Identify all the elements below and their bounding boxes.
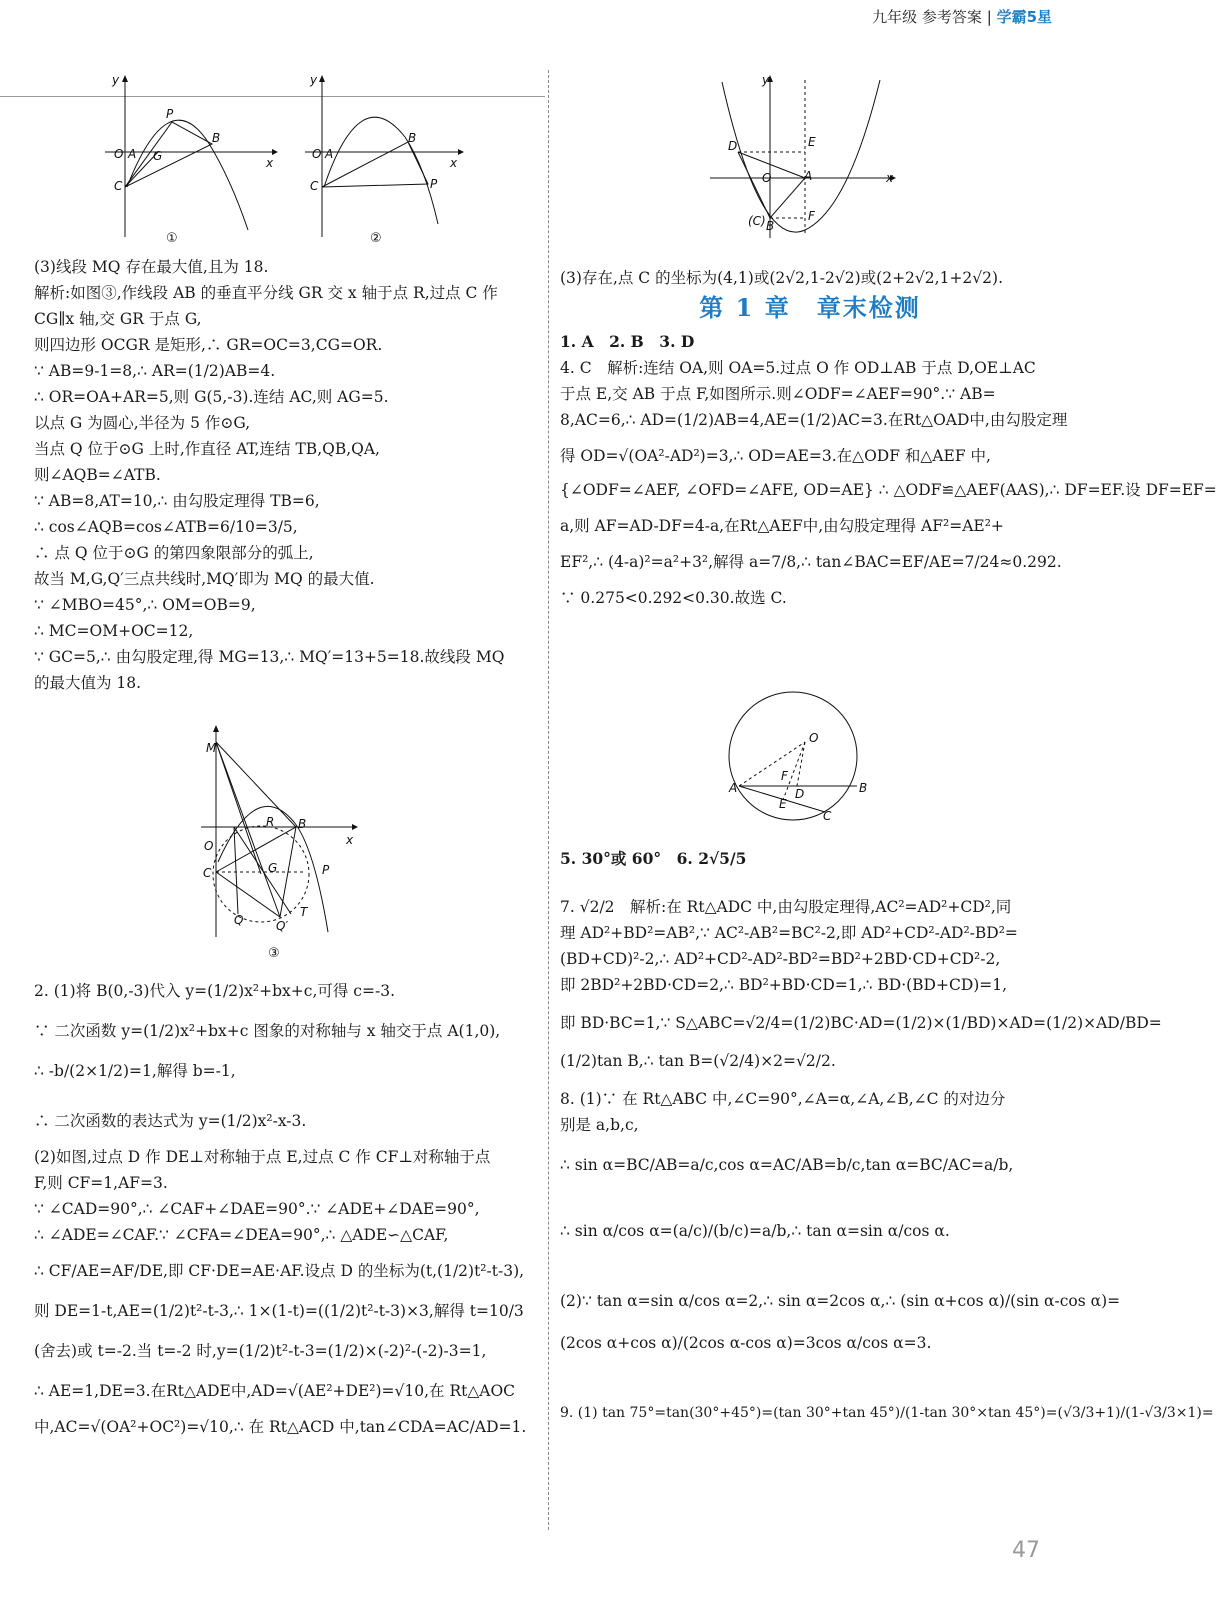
svg-text:B: B [859, 781, 868, 795]
left-line: 解析:如图③,作线段 AB 的垂直平分线 GR 交 x 轴于点 R,过点 C 作 [34, 284, 498, 302]
svg-text:B: B [408, 131, 417, 145]
right-line: ∴ sin α/cos α=(a/c)/(b/c)=a/b,∴ tan α=sin α/cos α. [560, 1222, 950, 1240]
svg-text:O: O [204, 839, 214, 853]
right-line: 1. A 2. B 3. D [560, 332, 695, 351]
left-line: ∴ MC=OM+OC=12, [34, 622, 194, 640]
svg-text:M: M [206, 741, 217, 755]
right-line: EF²,∴ (4-a)²=a²+3²,解得 a=7/8,∴ tan∠BAC=EF/AE=7/24≈0.292. [560, 553, 1062, 571]
left-column [34, 254, 539, 696]
figure-3 [196, 722, 366, 972]
figure-2 [300, 72, 470, 244]
svg-text:C: C [310, 179, 319, 193]
header-grade: 九年级 [872, 8, 918, 26]
left-line: F,则 CF=1,AF=3. [34, 1174, 168, 1192]
figure-1 [100, 72, 280, 244]
svg-text:C: C [203, 866, 212, 880]
column-divider [548, 70, 549, 1530]
svg-text:F: F [781, 769, 788, 783]
svg-text:E: E [779, 797, 787, 811]
svg-text:T: T [300, 905, 308, 919]
svg-text:D: D [728, 139, 738, 153]
left-line: ∴ -b/(2×1/2)=1,解得 b=-1, [34, 1062, 236, 1080]
svg-text:A: A [729, 781, 738, 795]
right-line: 别是 a,b,c, [560, 1116, 639, 1134]
right-line: a,则 AF=AD-DF=4-a,在Rt△AEF中,由勾股定理得 AF²=AE²+ [560, 517, 1004, 535]
left-line: ∴ cos∠AQB=cos∠ATB=6/10=3/5, [34, 518, 298, 536]
right-line: 7. √2/2 解析:在 Rt△ADC 中,由勾股定理得,AC²=AD²+CD²,同 [560, 898, 1012, 916]
left-line: ∵ AB=8,AT=10,∴ 由勾股定理得 TB=6, [34, 492, 320, 510]
page-number: 47 [1012, 1538, 1040, 1563]
svg-text:x: x [886, 171, 894, 185]
figure-3-label: ③ [268, 946, 280, 961]
left-line: 以点 G 为圆心,半径为 5 作⊙G, [34, 414, 251, 432]
right-line: 4. C 解析:连结 OA,则 OA=5.过点 O 作 OD⊥AB 于点 D,OE⊥AC [560, 359, 1036, 377]
left-line: 2. (1)将 B(0,-3)代入 y=(1/2)x²+bx+c,可得 c=-3. [34, 982, 396, 1000]
left-line: ∴ 点 Q 位于⊙G 的第四象限部分的弧上, [34, 544, 314, 562]
left-line: ∴ ∠ADE=∠CAF.∵ ∠CFA=∠DEA=90°,∴ △ADE∽△CAF, [34, 1226, 449, 1244]
svg-text:C: C [114, 179, 123, 193]
svg-text:P: P [430, 177, 438, 191]
svg-text:O: O [312, 147, 322, 161]
right-column [560, 265, 1217, 611]
svg-text:P: P [166, 107, 174, 121]
svg-text:B: B [212, 131, 221, 145]
svg-text:B: B [766, 219, 775, 233]
left-line: 的最大值为 18. [34, 674, 142, 692]
right-line: (2cos α+cos α)/(2cos α-cos α)=3cos α/cos α=3. [560, 1334, 932, 1352]
svg-text:A: A [128, 147, 137, 161]
right-line: (1/2)tan B,∴ tan B=(√2/4)×2=√2/2. [560, 1052, 836, 1070]
left-line: 则四边形 OCGR 是矩形,∴ GR=OC=3,CG=OR. [34, 336, 383, 354]
right-line: 5. 30°或 60° 6. 2√5/5 [560, 849, 747, 868]
svg-text:x: x [450, 156, 458, 170]
left-line: ∴ AE=1,DE=3.在Rt△ADE中,AD=√(AE²+DE²)=√10,在 Rt△AOC [34, 1382, 516, 1400]
figure-2-label: ② [370, 231, 382, 246]
svg-text:P: P [322, 863, 330, 877]
left-line: 则 DE=1-t,AE=(1/2)t²-t-3,∴ 1×(1-t)=((1/2)t²-t-3)×3,解得 t=10/3 [34, 1302, 524, 1320]
svg-text:y: y [112, 73, 120, 87]
svg-text:(C): (C) [748, 214, 766, 228]
left-line: ∵ 二次函数 y=(1/2)x²+bx+c 图象的对称轴与 x 轴交于点 A(1,0), [34, 1022, 501, 1040]
left-line: 则∠AQB=∠ATB. [34, 466, 161, 484]
header-brand: 学霸5星 [996, 8, 1052, 26]
svg-text:A: A [804, 169, 813, 183]
svg-text:x: x [266, 156, 274, 170]
left-line: CG∥x 轴,交 GR 于点 G, [34, 310, 202, 328]
right-column-2 [560, 846, 1214, 1426]
right-line: ∵ 0.275<0.292<0.30.故选 C. [560, 589, 787, 607]
left-line: (舍去)或 t=-2.当 t=-2 时,y=(1/2)t²-t-3=(1/2)×(-2)²-(-2)-3=1, [34, 1342, 487, 1360]
svg-text:O: O [114, 147, 124, 161]
left-line: ∴ OR=OA+AR=5,则 G(5,-3).连结 AC,则 AG=5. [34, 388, 389, 406]
right-line: 理 AD²+BD²=AB²,∵ AC²-AB²=BC²-2,即 AD²+CD²-AD²-BD²= [560, 924, 1018, 942]
svg-text:E: E [808, 135, 816, 149]
svg-text:y: y [762, 73, 770, 87]
svg-text:x: x [346, 833, 354, 847]
right-top-line: (3)存在,点 C 的坐标为(4,1)或(2√2,1-2√2)或(2+2√2,1+2√2). [560, 269, 1004, 287]
svg-text:B: B [298, 817, 307, 831]
right-line: 9. (1) tan 75°=tan(30°+45°)=(tan 30°+tan 45°)/(1-tan 30°×tan 45°)=(√3/3+1)/(1-√3/3×1)= [560, 1405, 1214, 1421]
svg-text:Q: Q [234, 913, 244, 927]
figure-1-label: ① [166, 231, 178, 246]
right-line: (2)∵ tan α=sin α/cos α=2,∴ sin α=2cos α,∴ (sin α+cos α)/(sin α-cos α)= [560, 1292, 1121, 1310]
svg-text:C: C [823, 809, 832, 823]
left-line: ∵ ∠MBO=45°,∴ OM=OB=9, [34, 596, 256, 614]
svg-text:G: G [153, 149, 163, 163]
right-line: 即 BD·BC=1,∵ S△ABC=√2/4=(1/2)BC·AD=(1/2)×(1/BD)×AD=(1/2)×AD/BD= [560, 1014, 1162, 1032]
left-line: (3)线段 MQ 存在最大值,且为 18. [34, 258, 269, 276]
right-line: 8,AC=6,∴ AD=(1/2)AB=4,AE=(1/2)AC=3.在Rt△OAD中,由勾股定理 [560, 411, 1068, 429]
left-line: ∴ CF/AE=AF/DE,即 CF·DE=AE·AF.设点 D 的坐标为(t,(1/2)t²-t-3), [34, 1262, 525, 1280]
svg-text:Q′: Q′ [276, 919, 289, 933]
left-line: ∵ AB=9-1=8,∴ AR=(1/2)AB=4. [34, 362, 276, 380]
left-line: 中,AC=√(OA²+OC²)=√10,∴ 在 Rt△ACD 中,tan∠CDA=AC/AD=1. [34, 1418, 527, 1436]
left-line: ∵ ∠CAD=90°,∴ ∠CAF+∠DAE=90°.∵ ∠ADE+∠DAE=90°, [34, 1200, 480, 1218]
right-line: 8. (1)∵ 在 Rt△ABC 中,∠C=90°,∠A=α,∠A,∠B,∠C 的对边分 [560, 1090, 1006, 1108]
left-line: ∵ GC=5,∴ 由勾股定理,得 MG=13,∴ MQ′=13+5=18.故线段 MQ [34, 648, 505, 666]
svg-text:O: O [762, 171, 772, 185]
chapter-title: 第 1 章 章末检测 [699, 293, 921, 322]
figure-parabola [700, 70, 910, 242]
figure-circle [725, 688, 885, 830]
svg-text:G: G [268, 861, 278, 875]
left-line: 当点 Q 位于⊙G 上时,作直径 AT,连结 TB,QB,QA, [34, 440, 380, 458]
left-column-2 [34, 978, 539, 1440]
left-line: ∴ 二次函数的表达式为 y=(1/2)x²-x-3. [34, 1112, 307, 1130]
right-line: {∠ODF=∠AEF, ∠OFD=∠AFE, OD=AE} ∴ △ODF≌△AEF(AAS),∴ DF=EF.设 DF=EF= [560, 481, 1217, 499]
svg-text:y: y [310, 73, 318, 87]
svg-text:D: D [795, 787, 805, 801]
right-line: 得 OD=√(OA²-AD²)=3,∴ OD=AE=3.在△ODF 和△AEF 中, [560, 447, 991, 465]
svg-text:O: O [809, 731, 819, 745]
right-line: 即 2BD²+2BD·CD=2,∴ BD²+BD·CD=1,∴ BD·(BD+CD)=1, [560, 976, 1008, 994]
svg-text:R: R [266, 815, 275, 829]
svg-text:F: F [808, 209, 815, 223]
right-line: (BD+CD)²-2,∴ AD²+CD²-AD²-BD²=BD²+2BD·CD+CD²-2, [560, 950, 1001, 968]
left-line: (2)如图,过点 D 作 DE⊥对称轴于点 E,过点 C 作 CF⊥对称轴于点 [34, 1148, 491, 1166]
svg-text:A: A [325, 147, 334, 161]
page-header: 九年级 参考答案 | 学霸5星 [872, 8, 1052, 26]
left-line: 故当 M,G,Q′三点共线时,MQ′即为 MQ 的最大值. [34, 570, 375, 588]
header-section: 参考答案 [921, 8, 982, 26]
right-line: ∴ sin α=BC/AB=a/c,cos α=AC/AB=b/c,tan α=BC/AC=a/b, [560, 1156, 1014, 1174]
right-line: 于点 E,交 AB 于点 F,如图所示.则∠ODF=∠AEF=90°.∵ AB= [560, 385, 996, 403]
